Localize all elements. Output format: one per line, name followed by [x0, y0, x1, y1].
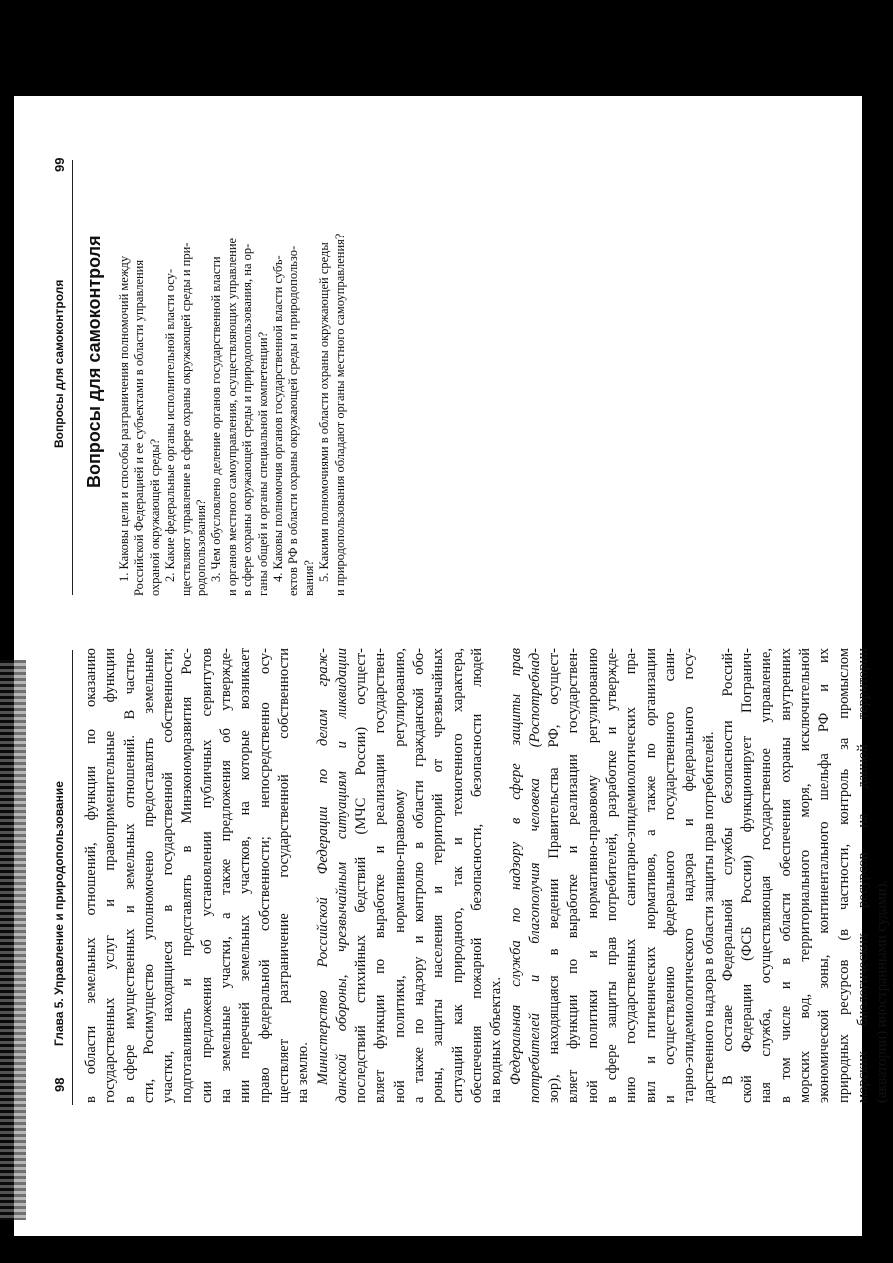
- question-line: ществляют управление в сфере охраны окружающей среды и при-: [178, 242, 193, 596]
- text-line: ной политики, нормативно-правовому регулированию,: [391, 648, 408, 1103]
- text-line: вляет функции по выработке и реализации государствен-: [372, 648, 389, 1103]
- text-line: на землю.: [295, 1042, 312, 1103]
- text-line: в сфере защиты прав потребителей, разработке и утвержде-: [604, 648, 621, 1103]
- section-title: Вопросы для самоконтроля: [84, 235, 104, 488]
- question-line: 4. Каковы полномочия органов государственной власти субъ-: [271, 255, 286, 582]
- text-line: Министерство Российской Федерации по делам граж-: [314, 648, 331, 1085]
- left-page-number: 98: [52, 1077, 67, 1092]
- question-line: ганы общей и органы специальной компетенции?: [255, 331, 270, 596]
- text-line: дарственного надзора в области защиты прав потребителей.: [700, 731, 717, 1103]
- text-line: участки, находящиеся в государственной собственности;: [160, 648, 177, 1103]
- question-line: Российской Федерацией и ее субъектами в области управления: [132, 259, 147, 596]
- text-line: экономической зоны, континентального шельфа РФ и их: [816, 648, 833, 1103]
- text-line: (акватории) иностранными судами).: [874, 879, 891, 1103]
- self-check-questions: [117, 161, 348, 596]
- text-line: обеспечения пожарной безопасности, безопасности людей: [468, 648, 485, 1103]
- question-line: и природопользования обладают органы местного самоуправления?: [332, 233, 347, 596]
- text-line: а также по надзору и контролю в области гражданской обо-: [411, 648, 428, 1103]
- text-line: морских вод, территориального моря, исключительной: [796, 648, 813, 1103]
- question-line: 5. Какими полномочиями в области охраны окружающей среды: [317, 242, 332, 582]
- question-line: в сфере охраны окружающей среды и природопользования, на ор-: [240, 243, 255, 596]
- text-line: данской обороны, чрезвычайным ситуациям и ликвидации: [333, 648, 350, 1103]
- right-running-header: Вопросы для самоконтроля: [52, 279, 66, 448]
- text-line: нию государственных санитарно-эпидемиологических пра-: [623, 648, 640, 1103]
- text-line: ная служба, осуществляющая государственное управление,: [758, 648, 775, 1103]
- question-line: 3. Чем обусловлено деление органов государственной власти: [209, 256, 224, 582]
- text-line: в сфере имущественных и земельных отношений. В частно-: [121, 648, 138, 1103]
- text-line: в области земельных отношений, функции по оказанию: [83, 648, 99, 1103]
- text-line: ной политики и нормативно-правовому регулированию: [584, 648, 601, 1103]
- right-header-rule: [72, 160, 73, 595]
- text-line: и осуществлению федерального государственного сани-: [661, 648, 678, 1103]
- text-line: сии предложения об установлении публичных сервитутов: [198, 648, 215, 1103]
- text-line: ществляет разграничение государственной собственности: [275, 648, 292, 1103]
- left-page-body: [82, 648, 892, 1103]
- text-line: вил и гигиенических нормативов, а также по организации: [642, 648, 659, 1103]
- scan-top-border: [0, 0, 893, 90]
- question-line: вания?: [301, 560, 316, 596]
- text-line: потребителей и благополучия человека (Роспотребнад-: [526, 648, 543, 1103]
- text-line: морских биологических ресурсов на данной территории: [854, 648, 871, 1103]
- text-line: последствий стихийных бедствий (МЧС России) осущест-: [353, 648, 370, 1103]
- scan-gutter-edge: [0, 660, 26, 1220]
- scan-bottom-border: [0, 1245, 893, 1263]
- text-line: роны, защиты населения и территорий от чрезвычайных: [430, 648, 447, 1103]
- text-line: природных ресурсов (в частности, контроль за промыслом: [835, 648, 852, 1103]
- left-header-rule: [72, 650, 73, 1105]
- left-running-header: Глава 5. Управление и природопользование: [52, 781, 66, 1046]
- question-line: 2. Какие федеральные органы исполнительной власти осу-: [163, 268, 178, 582]
- text-line: В составе Федеральной службы безопасности Россий-: [719, 648, 736, 1085]
- text-line: на земельные участки, а также предложения об утвержде-: [218, 648, 235, 1103]
- question-line: родопользования?: [194, 499, 209, 596]
- text-line: сти, Росимущество уполномочено предоставлять земельные: [140, 648, 157, 1103]
- question-line: 1. Каковы цели и способы разграничения полномочий между: [117, 255, 131, 582]
- text-line: Федеральная служба по надзору в сфере защиты прав: [507, 648, 524, 1085]
- text-line: подготавливать и представлять в Минэкономразвития Рос-: [179, 648, 196, 1103]
- question-line: ектов РФ в области охраны окружающей среды и природопользо-: [286, 245, 301, 596]
- question-line: охраной окружающей среды?: [147, 438, 162, 596]
- text-line: тарно-эпидемиологического надзора и федерального госу-: [681, 648, 698, 1103]
- text-line: зор), находящаяся в ведении Правительства РФ, осущест-: [546, 648, 563, 1103]
- text-line: ской Федерации (ФСБ России) функционирует Погранич-: [739, 648, 756, 1103]
- question-line: и органов местного самоуправления, осуществляющих управление: [224, 237, 239, 596]
- text-line: ситуаций как природного, так и техногенного характера,: [449, 648, 466, 1103]
- text-line: на водных объектах.: [488, 976, 505, 1103]
- text-line: государственных услуг и правоприменительные функции: [102, 648, 119, 1103]
- text-line: право федеральной собственности; непосредственно осу-: [256, 648, 273, 1103]
- right-page-number: 99: [52, 157, 67, 172]
- text-line: в том числе и в области обеспечения охраны внутренних: [777, 648, 794, 1103]
- text-line: вляет функции по выработке и реализации государствен-: [565, 648, 582, 1103]
- text-line: нии перечней земельных участков, на которые возникает: [237, 648, 254, 1103]
